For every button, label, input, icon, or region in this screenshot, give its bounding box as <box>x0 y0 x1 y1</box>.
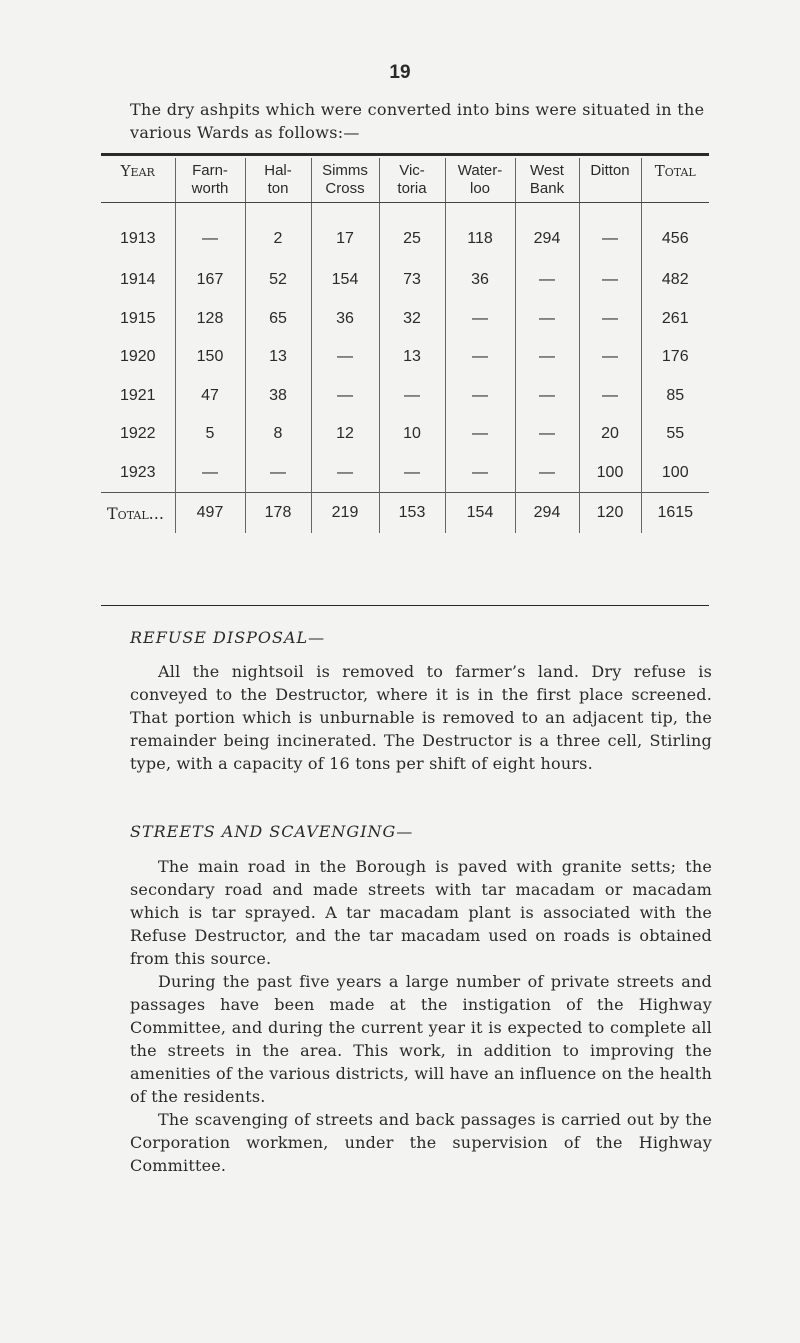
value-cell: 36 <box>311 300 379 339</box>
value-cell: — <box>579 261 641 300</box>
table-header-row <box>101 158 709 203</box>
year-cell: 1915 <box>119 309 156 327</box>
column-header: West Bank <box>515 158 579 203</box>
column-header: Water- loo <box>445 158 515 203</box>
table-row <box>101 300 709 339</box>
column-header: Year <box>101 158 175 203</box>
value-cell: 20 <box>579 415 641 454</box>
year-cell: 1914 <box>119 271 156 289</box>
total-cell: 219 <box>311 493 379 534</box>
intro-text: The dry ashpits which were converted into bins were situated in the various Wards as follows:— <box>130 100 705 142</box>
column-header: Ditton <box>579 158 641 203</box>
year-cell: 1920 <box>119 348 156 366</box>
value-cell: — <box>515 454 579 493</box>
value-cell: 85 <box>641 377 709 416</box>
total-cell: 497 <box>175 493 245 534</box>
year-cell: 1922 <box>119 425 156 443</box>
value-cell: — <box>379 454 445 493</box>
table-row <box>101 415 709 454</box>
value-cell: 100 <box>579 454 641 493</box>
table-row <box>101 261 709 300</box>
intro-paragraph <box>130 98 710 144</box>
value-cell: 118 <box>445 203 515 262</box>
value-cell: 261 <box>641 300 709 339</box>
value-cell: — <box>379 377 445 416</box>
value-cell: 52 <box>245 261 311 300</box>
value-cell: 65 <box>245 300 311 339</box>
value-cell: 150 <box>175 338 245 377</box>
value-cell: 100 <box>641 454 709 493</box>
value-cell: 10 <box>379 415 445 454</box>
column-header: Hal- ton <box>245 158 311 203</box>
total-cell: 153 <box>379 493 445 534</box>
value-cell: 456 <box>641 203 709 262</box>
value-cell: 25 <box>379 203 445 262</box>
value-cell: 5 <box>175 415 245 454</box>
streets-paragraph-2: During the past five years a large number of private streets and passages have been made at the instigation of the Highway Committee, and during the current year it is expected to complete all the streets in the area. This work, in addition to improving the amenities of the various districts, will have an influence on the health of the residents. <box>130 972 712 1106</box>
value-cell: 13 <box>245 338 311 377</box>
column-header: Simms Cross <box>311 158 379 203</box>
value-cell: — <box>579 300 641 339</box>
total-cell: 1615 <box>641 493 709 534</box>
value-cell: 36 <box>445 261 515 300</box>
table-top-rule <box>101 153 709 156</box>
year-cell: 1913 <box>119 230 156 247</box>
value-cell: 2 <box>245 203 311 262</box>
value-cell: 32 <box>379 300 445 339</box>
value-cell: — <box>445 377 515 416</box>
value-cell: — <box>579 338 641 377</box>
value-cell: — <box>579 377 641 416</box>
value-cell: 55 <box>641 415 709 454</box>
value-cell: — <box>515 338 579 377</box>
value-cell: 294 <box>515 203 579 262</box>
refuse-heading: REFUSE DISPOSAL— <box>130 628 326 647</box>
value-cell: 73 <box>379 261 445 300</box>
value-cell: 8 <box>245 415 311 454</box>
table-row <box>101 338 709 377</box>
value-cell: 482 <box>641 261 709 300</box>
value-cell: — <box>175 454 245 493</box>
table-row <box>101 454 709 493</box>
table-bottom-rule <box>101 605 709 606</box>
value-cell: — <box>311 454 379 493</box>
value-cell: 176 <box>641 338 709 377</box>
column-header: Vic- toria <box>379 158 445 203</box>
value-cell: 154 <box>311 261 379 300</box>
value-cell: 38 <box>245 377 311 416</box>
year-cell: 1923 <box>119 463 156 481</box>
total-cell: 178 <box>245 493 311 534</box>
column-header: Farn- worth <box>175 158 245 203</box>
value-cell: — <box>445 338 515 377</box>
value-cell: — <box>311 338 379 377</box>
value-cell: — <box>445 300 515 339</box>
value-cell: — <box>515 377 579 416</box>
value-cell: — <box>175 203 245 262</box>
value-cell: 167 <box>175 261 245 300</box>
streets-paragraph-1: The main road in the Borough is paved with granite setts; the secondary road and made streets with tar macadam or macadam which is tar sprayed. A tar macadam plant is associated with the Refuse Destructor, and the tar macadam used on roads is obtained from this source. <box>130 857 712 968</box>
streets-paragraph-3: The scavenging of streets and back passages is carried out by the Corporation workmen, under the supervision of the Highway Committee. <box>130 1110 712 1175</box>
value-cell: — <box>515 415 579 454</box>
total-cell: 154 <box>445 493 515 534</box>
table-row <box>101 203 709 262</box>
value-cell: — <box>515 261 579 300</box>
page-number: 19 <box>389 62 411 83</box>
total-row <box>101 493 709 534</box>
value-cell: — <box>245 454 311 493</box>
value-cell: 12 <box>311 415 379 454</box>
value-cell: — <box>579 203 641 262</box>
year-cell: 1921 <box>119 386 156 404</box>
ashpits-table <box>101 158 709 533</box>
table-row <box>101 377 709 416</box>
total-cell: 120 <box>579 493 641 534</box>
value-cell: 128 <box>175 300 245 339</box>
total-label: Total... <box>101 493 175 534</box>
value-cell: — <box>515 300 579 339</box>
value-cell: — <box>445 454 515 493</box>
value-cell: 13 <box>379 338 445 377</box>
total-cell: 294 <box>515 493 579 534</box>
value-cell: 47 <box>175 377 245 416</box>
refuse-paragraph: All the nightsoil is removed to farmer’s land. Dry refuse is conveyed to the Destructor, where it is in the first place screened. That portion which is unburnable is removed to an adjacent tip, the remainder being incinerated. The Destructor is a three cell, Stirling type, with a capacity of 16 tons per shift of eight hours. <box>130 662 712 773</box>
column-header: Total <box>641 158 709 203</box>
value-cell: — <box>445 415 515 454</box>
value-cell: 17 <box>311 203 379 262</box>
streets-heading: STREETS AND SCAVENGING— <box>130 822 414 841</box>
value-cell: — <box>311 377 379 416</box>
